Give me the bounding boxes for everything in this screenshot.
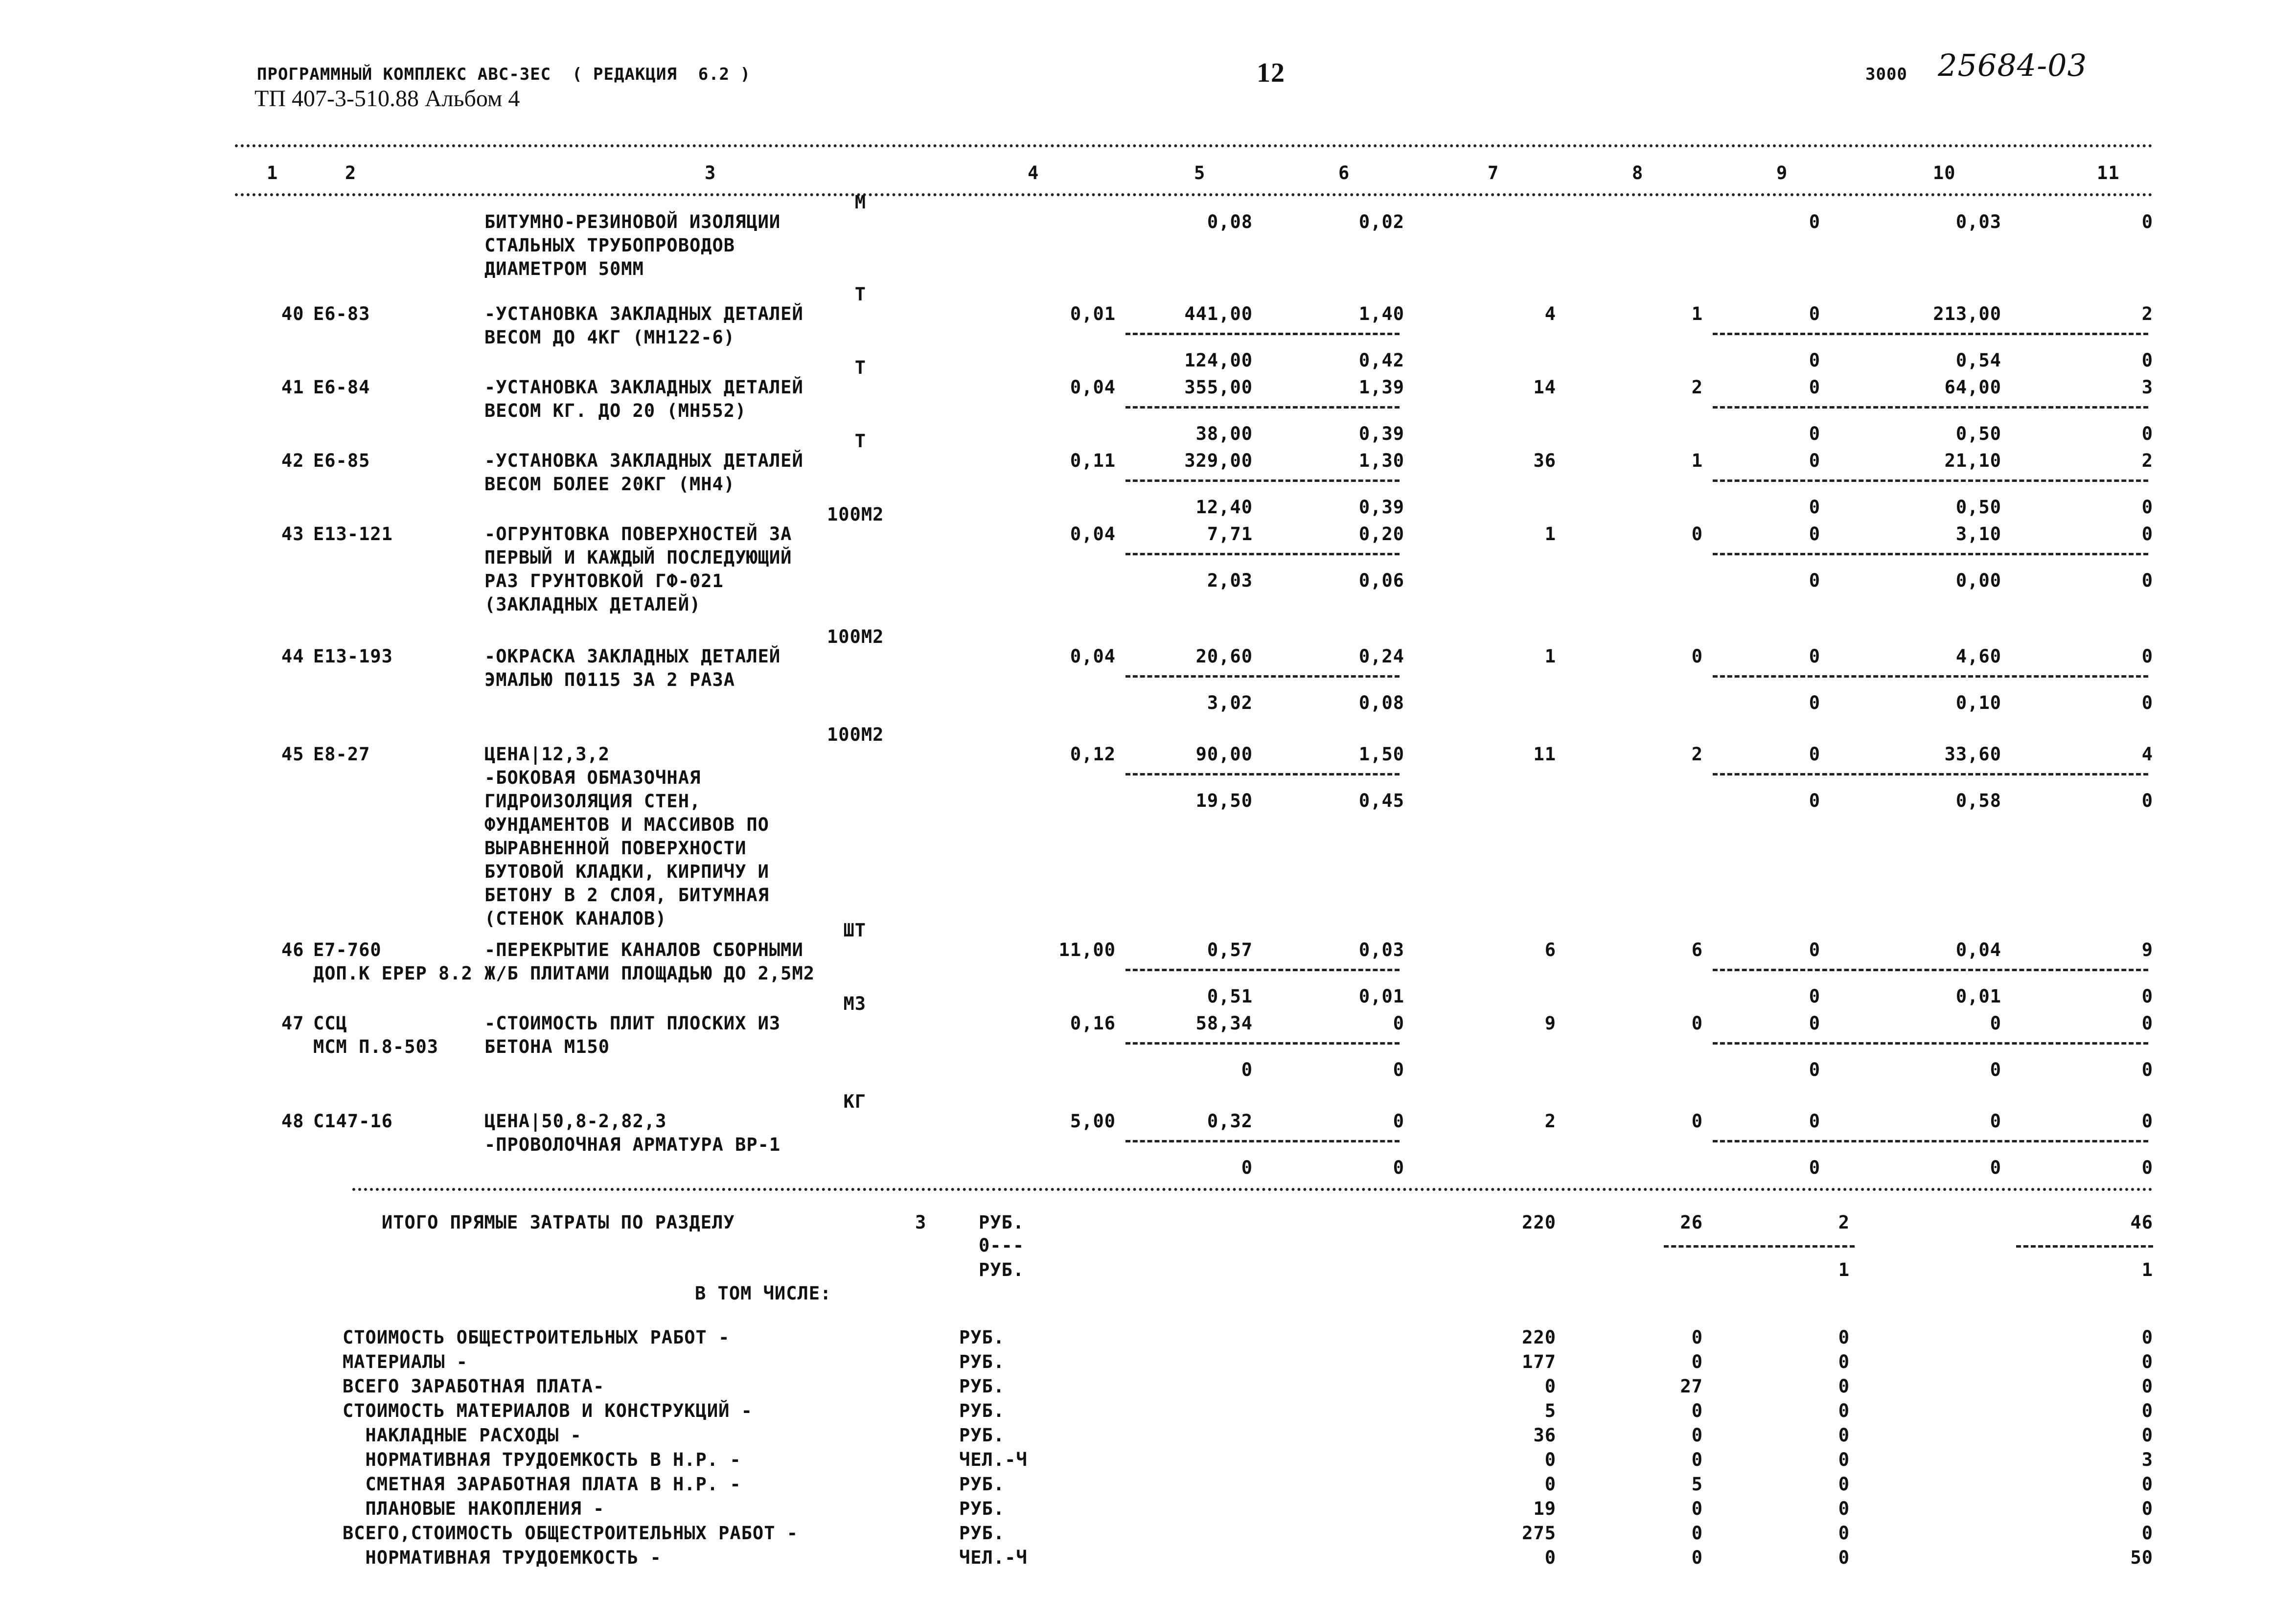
col-4: 0,04	[1070, 524, 1116, 545]
value-separator	[1713, 406, 2148, 409]
row-description: ЭМАЛЬЮ П0115 ЗА 2 РАЗА	[484, 669, 735, 690]
row-unit: 100М2	[827, 626, 884, 647]
summary-col-11: 0	[2141, 1376, 2153, 1397]
col-5-top: 0,08	[1207, 211, 1253, 232]
row-description: СТАЛЬНЫХ ТРУБОПРОВОДОВ	[484, 235, 735, 256]
col-7: 14	[1533, 377, 1556, 398]
col-5-top: 7,71	[1207, 524, 1253, 545]
row-unit: Т	[854, 284, 866, 305]
summary-col-7: 275	[1522, 1523, 1556, 1544]
column-header-3: 3	[705, 162, 716, 183]
summary-unit: РУБ.	[959, 1425, 1005, 1446]
summary-col-9: 0	[1838, 1449, 1850, 1470]
col-5-top: 329,00	[1184, 450, 1253, 471]
row-number: 43	[281, 524, 304, 545]
summary-col-8: 27	[1680, 1376, 1703, 1397]
col-9-top: 0	[1809, 1111, 1820, 1132]
col-6-bottom: 0,01	[1358, 986, 1404, 1007]
row-code: МСМ П.8-503	[313, 1036, 439, 1057]
summary-unit: ЧЕЛ.-Ч	[959, 1547, 1028, 1568]
row-number: 47	[281, 1013, 304, 1034]
col-6-bottom: 0,06	[1358, 570, 1404, 591]
value-separator	[1713, 773, 2148, 775]
row-unit: Т	[854, 357, 866, 378]
col-8: 0	[1691, 1013, 1703, 1034]
col-11-top: 2	[2141, 450, 2153, 471]
totals-section: 3	[915, 1212, 927, 1233]
section-rule	[352, 1188, 2153, 1191]
row-number: 48	[281, 1111, 304, 1132]
col-4: 0,04	[1070, 377, 1116, 398]
value-separator	[1125, 1140, 1400, 1142]
summary-label: МАТЕРИАЛЫ -	[343, 1351, 468, 1372]
col-10-top: 33,60	[1944, 744, 2001, 765]
summary-col-9: 0	[1838, 1523, 1850, 1544]
value-separator	[1125, 675, 1400, 678]
col-5-top: 20,60	[1195, 646, 1253, 667]
col-10-bottom: 0,10	[1955, 692, 2001, 713]
col-10-bottom: 0	[1990, 1059, 2001, 1080]
row-description: -ОГРУНТОВКА ПОВЕРХНОСТЕЙ ЗА	[484, 524, 792, 545]
col-10-bottom: 0,50	[1955, 497, 2001, 518]
totals-separator: 0---	[979, 1235, 1025, 1256]
column-header-2: 2	[345, 162, 357, 183]
row-number: 45	[281, 744, 304, 765]
row-unit: КГ	[843, 1091, 866, 1112]
row-number: 46	[281, 939, 304, 960]
col-10-top: 0,03	[1955, 211, 2001, 232]
col-11-top: 4	[2141, 744, 2153, 765]
row-description: -УСТАНОВКА ЗАКЛАДНЫХ ДЕТАЛЕЙ	[484, 377, 804, 398]
col-8: 0	[1691, 646, 1703, 667]
totals-col-7: 220	[1522, 1212, 1556, 1233]
col-9-bottom: 0	[1809, 350, 1820, 371]
row-code: Е8-27	[313, 744, 370, 765]
col-11-bottom: 0	[2141, 986, 2153, 1007]
value-separator	[1125, 969, 1400, 971]
col-6-top: 1,50	[1358, 744, 1404, 765]
col-5-bottom: 0	[1241, 1059, 1253, 1080]
col-11-bottom: 0	[2141, 1157, 2153, 1178]
row-code: Е6-83	[313, 303, 370, 324]
column-header-7: 7	[1488, 162, 1499, 183]
row-description: ВЫРАВНЕННОЙ ПОВЕРХНОСТИ	[484, 838, 747, 859]
value-separator	[1125, 406, 1400, 409]
summary-label: НАКЛАДНЫЕ РАСХОДЫ -	[343, 1425, 582, 1446]
col-6-bottom: 0	[1393, 1157, 1404, 1178]
col-9-bottom: 0	[1809, 497, 1820, 518]
column-header-6: 6	[1338, 162, 1350, 183]
col-4: 5,00	[1070, 1111, 1116, 1132]
col-4: 11,00	[1058, 939, 1116, 960]
col-5-bottom: 2,03	[1207, 570, 1253, 591]
totals-col-11: 46	[2130, 1212, 2153, 1233]
col-8: 0	[1691, 1111, 1703, 1132]
col-10-bottom: 0,00	[1955, 570, 2001, 591]
row-description: ВЕСОМ КГ. ДО 20 (МН552)	[484, 400, 747, 421]
row-description: ПЕРВЫЙ И КАЖДЫЙ ПОСЛЕДУЮЩИЙ	[484, 547, 792, 568]
row-description: БИТУМНО-РЕЗИНОВОЙ ИЗОЛЯЦИИ	[484, 211, 781, 232]
row-description: БУТОВОЙ КЛАДКИ, КИРПИЧУ И	[484, 861, 769, 882]
summary-col-9: 0	[1838, 1498, 1850, 1519]
summary-label: НОРМАТИВНАЯ ТРУДОЕМКОСТЬ В Н.Р. -	[343, 1449, 741, 1470]
summary-col-7: 5	[1544, 1400, 1556, 1421]
col-9-bottom: 0	[1809, 423, 1820, 444]
col-11-bottom: 0	[2141, 790, 2153, 811]
col-11-bottom: 0	[2141, 692, 2153, 713]
row-code: Е13-193	[313, 646, 393, 667]
summary-label: ВСЕГО ЗАРАБОТНАЯ ПЛАТА-	[343, 1376, 605, 1397]
document-code-prefix: 3000	[1865, 65, 1907, 84]
col-10-top: 213,00	[1933, 303, 2001, 324]
row-description: -ОКРАСКА ЗАКЛАДНЫХ ДЕТАЛЕЙ	[484, 646, 781, 667]
col-6-top: 0	[1393, 1111, 1404, 1132]
col-8: 1	[1691, 303, 1703, 324]
value-separator	[1125, 333, 1400, 335]
col-11-top: 0	[2141, 1111, 2153, 1132]
summary-col-9: 0	[1838, 1376, 1850, 1397]
album-title: ТП 407-3-510.88 Альбом 4	[254, 86, 520, 112]
col-7: 4	[1544, 303, 1556, 324]
summary-col-11: 0	[2141, 1400, 2153, 1421]
col-11-top: 2	[2141, 303, 2153, 324]
value-separator	[1713, 675, 2148, 678]
col-5-bottom: 0,51	[1207, 986, 1253, 1007]
summary-col-8: 0	[1691, 1498, 1703, 1519]
summary-col-11: 0	[2141, 1351, 2153, 1372]
col-7: 1	[1544, 646, 1556, 667]
col-11-top: 9	[2141, 939, 2153, 960]
totals-col-9-bottom: 1	[1838, 1259, 1850, 1280]
col-10-bottom: 0,58	[1955, 790, 2001, 811]
totals-unit: РУБ.	[979, 1212, 1025, 1233]
col-9-top: 0	[1809, 939, 1820, 960]
row-description: -БОКОВАЯ ОБМАЗОЧНАЯ	[484, 767, 701, 788]
col-10-top: 0,04	[1955, 939, 2001, 960]
col-11-bottom: 0	[2141, 1059, 2153, 1080]
col-11-bottom: 0	[2141, 423, 2153, 444]
row-description: -УСТАНОВКА ЗАКЛАДНЫХ ДЕТАЛЕЙ	[484, 303, 804, 324]
col-6-bottom: 0,45	[1358, 790, 1404, 811]
col-7: 9	[1544, 1013, 1556, 1034]
col-11-top: 0	[2141, 646, 2153, 667]
row-description: (СТЕНОК КАНАЛОВ)	[484, 908, 667, 929]
col-5-top: 58,34	[1195, 1013, 1253, 1034]
summary-col-7: 0	[1544, 1376, 1556, 1397]
row-code: ДОП.К ЕРЕР 8.2	[313, 963, 473, 984]
summary-col-11: 0	[2141, 1474, 2153, 1495]
col-9-bottom: 0	[1809, 986, 1820, 1007]
row-description: -ПЕРЕКРЫТИЕ КАНАЛОВ СБОРНЫМИ	[484, 939, 804, 960]
summary-label: НОРМАТИВНАЯ ТРУДОЕМКОСТЬ -	[343, 1547, 662, 1568]
col-6-top: 0,24	[1358, 646, 1404, 667]
summary-col-11: 3	[2141, 1449, 2153, 1470]
totals-unit: РУБ.	[979, 1259, 1025, 1280]
summary-label: ВСЕГО,СТОИМОСТЬ ОБЩЕСТРОИТЕЛЬНЫХ РАБОТ -	[343, 1523, 799, 1544]
totals-col-8: 26	[1680, 1212, 1703, 1233]
value-separator	[1713, 1140, 2148, 1142]
row-description: ФУНДАМЕНТОВ И МАССИВОВ ПО	[484, 814, 769, 835]
col-10-top: 0	[1990, 1111, 2001, 1132]
col-9-top: 0	[1809, 744, 1820, 765]
column-header-1: 1	[267, 162, 278, 183]
col-9-top: 0	[1809, 450, 1820, 471]
summary-col-8: 0	[1691, 1523, 1703, 1544]
page-number: 12	[1257, 58, 1285, 88]
row-unit: ШТ	[843, 920, 866, 941]
col-8: 2	[1691, 744, 1703, 765]
summary-col-9: 0	[1838, 1547, 1850, 1568]
col-5-top: 441,00	[1184, 303, 1253, 324]
totals-label: ИТОГО ПРЯМЫЕ ЗАТРАТЫ ПО РАЗДЕЛУ	[382, 1212, 735, 1233]
summary-col-8: 0	[1691, 1425, 1703, 1446]
col-11-bottom: 0	[2141, 570, 2153, 591]
row-code: С147-16	[313, 1111, 393, 1132]
summary-unit: РУБ.	[959, 1327, 1005, 1348]
in-that-label: В ТОМ ЧИСЛЕ:	[695, 1283, 832, 1304]
col-8: 0	[1691, 524, 1703, 545]
row-code: Е6-84	[313, 377, 370, 398]
col-5-top: 90,00	[1195, 744, 1253, 765]
col-4: 0,01	[1070, 303, 1116, 324]
row-description: -ПРОВОЛОЧНАЯ АРМАТУРА ВР-1	[484, 1134, 781, 1155]
col-5-bottom: 12,40	[1195, 497, 1253, 518]
col-9-bottom: 0	[1809, 790, 1820, 811]
col-10-top: 3,10	[1955, 524, 2001, 545]
col-10-top: 21,10	[1944, 450, 2001, 471]
col-10-bottom: 0,01	[1955, 986, 2001, 1007]
summary-col-7: 36	[1533, 1425, 1556, 1446]
col-5-bottom: 3,02	[1207, 692, 1253, 713]
row-description: ЦЕНА|50,8-2,82,3	[484, 1111, 667, 1132]
row-unit: 100М2	[827, 504, 884, 525]
col-9-top: 0	[1809, 211, 1820, 232]
col-5-top: 0,32	[1207, 1111, 1253, 1132]
summary-col-8: 0	[1691, 1547, 1703, 1568]
col-5-top: 355,00	[1184, 377, 1253, 398]
row-description: БЕТОНА М150	[484, 1036, 610, 1057]
summary-col-8: 0	[1691, 1327, 1703, 1348]
column-header-8: 8	[1632, 162, 1644, 183]
col-5-bottom: 19,50	[1195, 790, 1253, 811]
col-11-top: 0	[2141, 524, 2153, 545]
row-code: ССЦ	[313, 1013, 347, 1034]
row-description: ВЕСОМ БОЛЕЕ 20КГ (МН4)	[484, 474, 735, 495]
col-7: 1	[1544, 524, 1556, 545]
col-9-bottom: 0	[1809, 692, 1820, 713]
program-line: ПРОГРАММНЫЙ КОМПЛЕКС АВС-3ЕС ( РЕДАКЦИЯ 6.2 )	[257, 65, 751, 84]
row-unit: 100М2	[827, 724, 884, 745]
summary-col-7: 177	[1522, 1351, 1556, 1372]
summary-unit: РУБ.	[959, 1400, 1005, 1421]
col-4: 0,16	[1070, 1013, 1116, 1034]
col-4: 0,12	[1070, 744, 1116, 765]
column-header-10: 10	[1933, 162, 1956, 183]
header-rule-bottom	[235, 193, 2153, 196]
col-11-top: 0	[2141, 1013, 2153, 1034]
value-separator	[1713, 1042, 2148, 1045]
summary-unit: РУБ.	[959, 1523, 1005, 1544]
totals-col-9: 2	[1838, 1212, 1850, 1233]
col-10-top: 0	[1990, 1013, 2001, 1034]
row-description: ЦЕНА|12,3,2	[484, 744, 610, 765]
row-number: 44	[281, 646, 304, 667]
summary-col-9: 0	[1838, 1474, 1850, 1495]
totals-col-11-bottom: 1	[2141, 1259, 2153, 1280]
col-4: 0,11	[1070, 450, 1116, 471]
summary-col-7: 0	[1544, 1474, 1556, 1495]
summary-label: СМЕТНАЯ ЗАРАБОТНАЯ ПЛАТА В Н.Р. -	[343, 1474, 741, 1495]
col-6-top: 0,20	[1358, 524, 1404, 545]
totals-separator-line	[2016, 1245, 2153, 1248]
summary-col-7: 19	[1533, 1498, 1556, 1519]
col-5-bottom: 0	[1241, 1157, 1253, 1178]
col-6-top: 1,40	[1358, 303, 1404, 324]
row-description: ДИАМЕТРОМ 50ММ	[484, 258, 644, 279]
value-separator	[1125, 1042, 1400, 1045]
col-8: 6	[1691, 939, 1703, 960]
col-10-top: 4,60	[1955, 646, 2001, 667]
row-unit: М3	[843, 993, 866, 1014]
value-separator	[1125, 553, 1400, 555]
summary-col-7: 220	[1522, 1327, 1556, 1348]
value-separator	[1713, 553, 2148, 555]
col-7: 6	[1544, 939, 1556, 960]
value-separator	[1713, 969, 2148, 971]
col-4: 0,04	[1070, 646, 1116, 667]
summary-col-11: 0	[2141, 1498, 2153, 1519]
col-5-bottom: 38,00	[1195, 423, 1253, 444]
col-6-top: 1,30	[1358, 450, 1404, 471]
row-unit: М	[854, 192, 866, 213]
col-10-bottom: 0,50	[1955, 423, 2001, 444]
col-11-bottom: 0	[2141, 497, 2153, 518]
col-9-top: 0	[1809, 1013, 1820, 1034]
col-6-top: 0,03	[1358, 939, 1404, 960]
summary-col-8: 0	[1691, 1400, 1703, 1421]
column-header-11: 11	[2097, 162, 2120, 183]
summary-col-7: 0	[1544, 1547, 1556, 1568]
summary-col-7: 0	[1544, 1449, 1556, 1470]
col-8: 2	[1691, 377, 1703, 398]
summary-label: СТОИМОСТЬ МАТЕРИАЛОВ И КОНСТРУКЦИЙ -	[343, 1400, 753, 1421]
summary-unit: РУБ.	[959, 1474, 1005, 1495]
summary-unit: РУБ.	[959, 1376, 1005, 1397]
col-9-top: 0	[1809, 646, 1820, 667]
col-6-top: 0	[1393, 1013, 1404, 1034]
col-10-bottom: 0,54	[1955, 350, 2001, 371]
summary-col-8: 0	[1691, 1449, 1703, 1470]
summary-col-11: 0	[2141, 1523, 2153, 1544]
row-description: -СТОИМОСТЬ ПЛИТ ПЛОСКИХ ИЗ	[484, 1013, 781, 1034]
row-number: 41	[281, 377, 304, 398]
column-header-4: 4	[1028, 162, 1039, 183]
col-9-bottom: 0	[1809, 570, 1820, 591]
row-code: Е7-760	[313, 939, 382, 960]
summary-col-9: 0	[1838, 1327, 1850, 1348]
col-9-bottom: 0	[1809, 1059, 1820, 1080]
col-9-top: 0	[1809, 524, 1820, 545]
value-separator	[1713, 333, 2148, 335]
col-5-top: 0,57	[1207, 939, 1253, 960]
col-10-bottom: 0	[1990, 1157, 2001, 1178]
col-6-top: 0,02	[1358, 211, 1404, 232]
column-header-5: 5	[1194, 162, 1206, 183]
col-6-bottom: 0,39	[1358, 423, 1404, 444]
value-separator	[1713, 479, 2148, 482]
col-6-top: 1,39	[1358, 377, 1404, 398]
col-9-bottom: 0	[1809, 1157, 1820, 1178]
col-10-top: 64,00	[1944, 377, 2001, 398]
row-description: -УСТАНОВКА ЗАКЛАДНЫХ ДЕТАЛЕЙ	[484, 450, 804, 471]
document-code: 25684-03	[1938, 47, 2088, 83]
row-description: БЕТОНУ В 2 СЛОЯ, БИТУМНАЯ	[484, 885, 769, 906]
summary-col-11: 0	[2141, 1327, 2153, 1348]
col-6-bottom: 0,08	[1358, 692, 1404, 713]
row-code: Е13-121	[313, 524, 393, 545]
header-rule-top	[235, 144, 2153, 147]
row-number: 40	[281, 303, 304, 324]
row-code: Е6-85	[313, 450, 370, 471]
col-11-bottom: 0	[2141, 350, 2153, 371]
column-header-9: 9	[1776, 162, 1788, 183]
col-7: 36	[1533, 450, 1556, 471]
col-6-bottom: 0,39	[1358, 497, 1404, 518]
row-description: ВЕСОМ ДО 4КГ (МН122-6)	[484, 327, 735, 348]
summary-label: СТОИМОСТЬ ОБЩЕСТРОИТЕЛЬНЫХ РАБОТ -	[343, 1327, 730, 1348]
summary-unit: ЧЕЛ.-Ч	[959, 1449, 1028, 1470]
col-9-top: 0	[1809, 377, 1820, 398]
col-8: 1	[1691, 450, 1703, 471]
summary-col-9: 0	[1838, 1351, 1850, 1372]
col-11-top: 0	[2141, 211, 2153, 232]
col-5-bottom: 124,00	[1184, 350, 1253, 371]
summary-col-8: 5	[1691, 1474, 1703, 1495]
col-6-bottom: 0	[1393, 1059, 1404, 1080]
summary-col-11: 0	[2141, 1425, 2153, 1446]
row-unit: Т	[854, 431, 866, 452]
value-separator	[1125, 479, 1400, 482]
summary-unit: РУБ.	[959, 1351, 1005, 1372]
row-description: (ЗАКЛАДНЫХ ДЕТАЛЕЙ)	[484, 594, 701, 615]
summary-label: ПЛАНОВЫЕ НАКОПЛЕНИЯ -	[343, 1498, 605, 1519]
value-separator	[1125, 773, 1400, 775]
summary-col-8: 0	[1691, 1351, 1703, 1372]
row-description: Ж/Б ПЛИТАМИ ПЛОЩАДЬЮ ДО 2,5М2	[484, 963, 815, 984]
summary-col-9: 0	[1838, 1425, 1850, 1446]
summary-unit: РУБ.	[959, 1498, 1005, 1519]
row-description: РАЗ ГРУНТОВКОЙ ГФ-021	[484, 570, 724, 592]
totals-separator-line	[1664, 1245, 1855, 1248]
row-description: ГИДРОИЗОЛЯЦИЯ СТЕН,	[484, 791, 701, 812]
col-7: 11	[1533, 744, 1556, 765]
col-11-top: 3	[2141, 377, 2153, 398]
row-number: 42	[281, 450, 304, 471]
col-7: 2	[1544, 1111, 1556, 1132]
summary-col-11: 50	[2130, 1547, 2153, 1568]
summary-col-9: 0	[1838, 1400, 1850, 1421]
col-9-top: 0	[1809, 303, 1820, 324]
col-6-bottom: 0,42	[1358, 350, 1404, 371]
